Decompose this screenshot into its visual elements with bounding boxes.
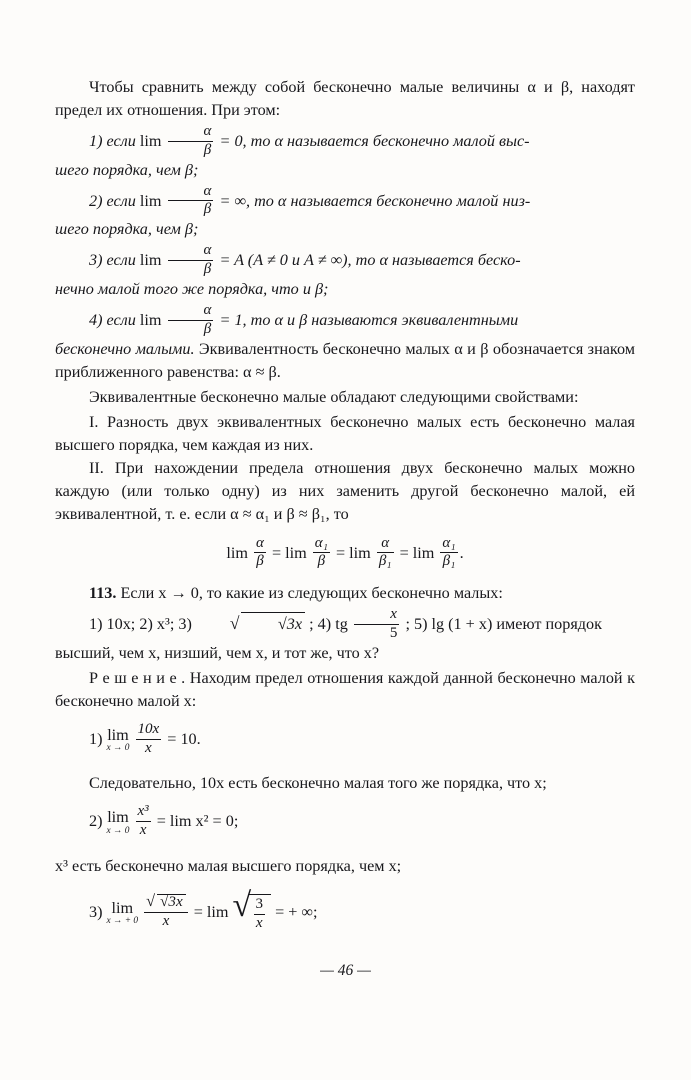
lim-operator: lim — [412, 543, 435, 562]
item3-prefix: 3) если — [89, 251, 136, 270]
equals-sign-2: = — [335, 543, 346, 562]
page-content — [55, 62, 635, 941]
condition-item-1-cont: шего порядка, чем β; — [55, 160, 199, 179]
intro-paragraph: Чтобы сравнить между собой бесконечно малые величины α и β, находят предел их отношения. При этом: — [55, 78, 635, 119]
solution-paragraph — [55, 667, 635, 713]
condition-item-3-cont: нечно малой того же порядка, что и β; — [55, 279, 329, 298]
step2-result: = lim x² = 0; — [156, 812, 239, 831]
properties-intro: Эквивалентные бесконечно малые обладают следующими свойствами: — [89, 387, 579, 406]
fraction-alpha-beta: $\frac{\alpha}{\beta}$ — [168, 184, 214, 219]
equals-sign-3: = — [399, 543, 409, 562]
item2-prefix: 2) если — [89, 191, 136, 210]
item1-text: = 0, то α называется бесконечно малой выс- — [219, 131, 530, 150]
lim-operator: lim — [139, 251, 162, 270]
fraction-x-5: $\frac{x}{5}$ — [354, 607, 400, 642]
lim-with-subscript: lim x → + 0 — [106, 898, 139, 927]
fraction-x3-x: $\frac{\text{x³}}{x}$ — [137, 803, 149, 839]
solution-text: Находим предел отношения каждой данной бесконечно малой к бесконечно малой x: — [55, 668, 635, 710]
lim-operator: lim — [285, 543, 307, 562]
problem-statement — [55, 582, 635, 605]
conclusion-1: Следовательно, 10x есть бесконечно малая того же порядка, что x; — [89, 774, 547, 793]
problem-text: Если x → 0, то какие из следующих бесконечно малых: — [120, 584, 503, 603]
problem-list-head: 1) 10x; 2) x³; 3) — [89, 615, 192, 634]
item4-prefix: 4) если — [89, 310, 136, 329]
problem-list — [55, 607, 635, 642]
lim-operator: lim — [139, 191, 162, 210]
fraction-10x-x: $\frac{10x}{x}$ — [137, 720, 160, 756]
item4-plain-tail: Эквивалентность бесконечно малых α и β обозначается знаком приближенного равенства: α ≈ β. — [55, 339, 635, 381]
item4-text: = 1, то α и β называются эквивалентными — [219, 310, 519, 329]
condition-item-3 — [55, 243, 635, 278]
lim-operator: lim — [139, 131, 162, 150]
fraction-alpha-beta: $\frac{\alpha}{\beta}$ — [168, 303, 214, 338]
solution-step-2 — [55, 804, 635, 839]
lim-with-subscript: lim x → 0 — [106, 808, 130, 836]
problem-number: 113. — [89, 584, 117, 603]
condition-item-1 — [55, 124, 635, 159]
solution-step-3 — [55, 894, 635, 932]
lim-operator: lim — [139, 310, 162, 329]
step3-label: 3) — [89, 902, 103, 921]
condition-item-4-cont — [55, 338, 635, 384]
item1-prefix: 1) если — [89, 131, 136, 150]
lim-operator: lim — [226, 543, 248, 562]
step1-result: = 10. — [167, 729, 201, 748]
page-number: — 46 — — [320, 962, 371, 979]
property-1: I. Разность двух эквивалентных бесконечно малых есть бесконечно малая высшего порядка, чем каждая из них. — [55, 412, 635, 454]
fraction-alpha1-beta: $\frac{\text{α₁}}{\beta}$ — [314, 534, 328, 570]
problem-list-mid: ; 4) tg — [309, 615, 348, 634]
period: . — [459, 543, 464, 562]
sqrt-3x-icon: √ √3x — [146, 894, 185, 911]
item2-text: = ∞, то α называется бесконечно малой низ- — [219, 191, 531, 210]
equals-sign-1: = — [271, 543, 282, 562]
problem-list-cont: высший, чем x, низший, чем x, и тот же, что x? — [55, 643, 380, 662]
fraction-alpha-beta: $\frac{\alpha}{\beta}$ — [168, 124, 214, 159]
property-2-display-formula — [55, 536, 635, 571]
step3-mid: = lim — [193, 902, 229, 921]
fraction-alpha1-beta1: $\frac{\text{α₁}}{\text{β₁}}$ — [442, 534, 456, 570]
item4-italic-tail: бесконечно малыми. — [55, 339, 195, 358]
property-2: II. При нахождении предела отношения двух бесконечно малых можно каждую (или только одну) из них заменить другой бесконечно малой, ей эквивалентной, т. е. если α ≈ α₁ и β ≈ β₁, то — [55, 458, 635, 523]
item3-text: = A (A ≠ 0 и A ≠ ∞), то α называется беско- — [219, 251, 521, 270]
step1-label: 1) — [89, 729, 103, 748]
lim-with-subscript: lim x → 0 — [106, 725, 130, 753]
fraction-alpha-beta: $\frac{\alpha}{\beta}$ — [168, 243, 214, 278]
big-sqrt-icon — [233, 894, 272, 932]
lim-operator: lim — [349, 543, 371, 562]
cube-root-3x: √ √3x — [196, 612, 305, 636]
solution-label: Р е ш е н и е . — [89, 668, 186, 687]
fraction-alpha-beta: $\frac{\alpha}{\beta}$ — [256, 534, 264, 570]
problem-list-tail: ; 5) lg (1 + x) имеют порядок — [405, 615, 602, 634]
step3-result: = + ∞; — [275, 902, 318, 921]
conclusion-2: x³ есть бесконечно малая высшего порядка, чем x; — [55, 857, 402, 875]
fraction-alpha-beta1: $\frac{\alpha}{\text{β₁}}$ — [378, 534, 392, 570]
solution-step-1 — [55, 722, 635, 757]
step2-label: 2) — [89, 812, 103, 831]
fraction-sqrt3x-x: √ $\frac{√3x}{x}$ — [144, 894, 187, 930]
condition-item-2-cont: шего порядка, чем β; — [55, 220, 199, 239]
radicand-fraction — [248, 894, 272, 932]
fraction-3-x: √ $\frac{3}{x}$ — [255, 896, 264, 932]
condition-item-4 — [55, 303, 635, 338]
condition-item-2 — [55, 184, 635, 219]
